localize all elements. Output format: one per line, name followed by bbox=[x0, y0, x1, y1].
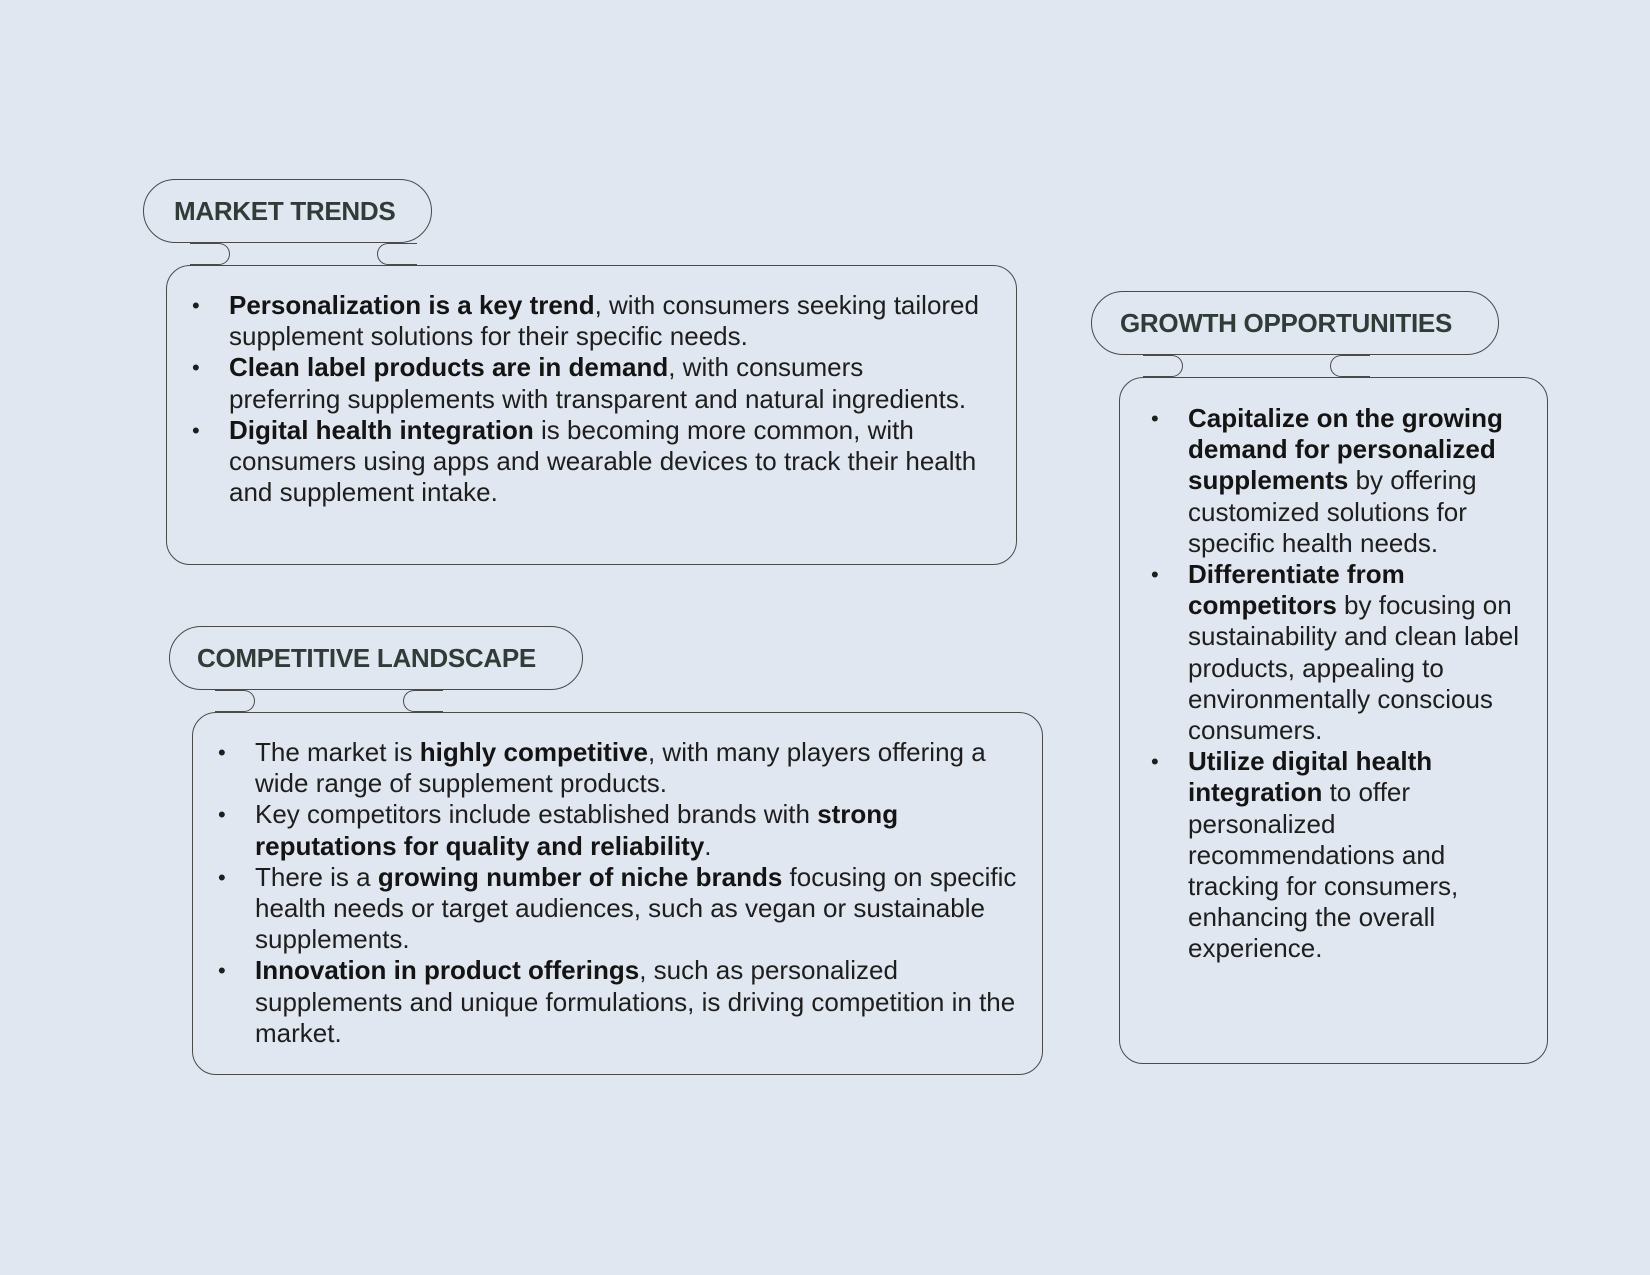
list-item: • There is a growing number of niche brands focusing on specific health needs or target audiences, such as vegan or sustainable supplements. bbox=[218, 862, 1024, 956]
growth-opportunities-title: GROWTH OPPORTUNITIES bbox=[1120, 307, 1453, 338]
list-item: • The market is highly competitive, with many players offering a wide range of supplement products. bbox=[218, 737, 1024, 799]
list-item: • Clean label products are in demand, with consumers preferring supplements with transparent and natural ingredients. bbox=[192, 352, 980, 414]
market-trends-tab bbox=[143, 179, 432, 243]
competitive-landscape-title: COMPETITIVE LANDSCAPE bbox=[197, 642, 536, 673]
competitive-landscape-list bbox=[218, 737, 1024, 1049]
tab-connector bbox=[403, 690, 443, 712]
list-item: • Innovation in product offerings, such as personalized supplements and unique formulations, is driving competition in the market. bbox=[218, 955, 1024, 1049]
list-item: • Digital health integration is becoming more common, with consumers using apps and wearable devices to track their health and supplement intake. bbox=[192, 415, 980, 509]
market-trends-title: MARKET TRENDS bbox=[174, 195, 396, 226]
list-item: • Personalization is a key trend, with consumers seeking tailored supplement solutions for their specific needs. bbox=[192, 290, 980, 352]
competitive-landscape-tab bbox=[169, 626, 583, 690]
list-item: • Utilize digital health integration to offer personalized recommendations and tracking for consumers, enhancing the overall experience. bbox=[1151, 746, 1519, 964]
tab-connector bbox=[1330, 355, 1370, 377]
growth-opportunities-panel bbox=[1119, 377, 1548, 1064]
growth-opportunities-list bbox=[1151, 403, 1519, 965]
tab-connector bbox=[1143, 355, 1183, 377]
tab-connector bbox=[377, 243, 417, 265]
market-trends-list bbox=[192, 290, 980, 508]
market-trends-panel bbox=[166, 265, 1017, 565]
competitive-landscape-panel bbox=[192, 712, 1043, 1075]
list-item: • Capitalize on the growing demand for personalized supplements by offering customized solutions for specific health needs. bbox=[1151, 403, 1519, 559]
tab-connector bbox=[190, 243, 230, 265]
growth-opportunities-tab bbox=[1091, 291, 1499, 355]
list-item: • Differentiate from competitors by focusing on sustainability and clean label products, appealing to environmentally conscious consumers. bbox=[1151, 559, 1519, 746]
tab-connector bbox=[215, 690, 255, 712]
list-item: • Key competitors include established brands with strong reputations for quality and reliability. bbox=[218, 799, 1024, 861]
